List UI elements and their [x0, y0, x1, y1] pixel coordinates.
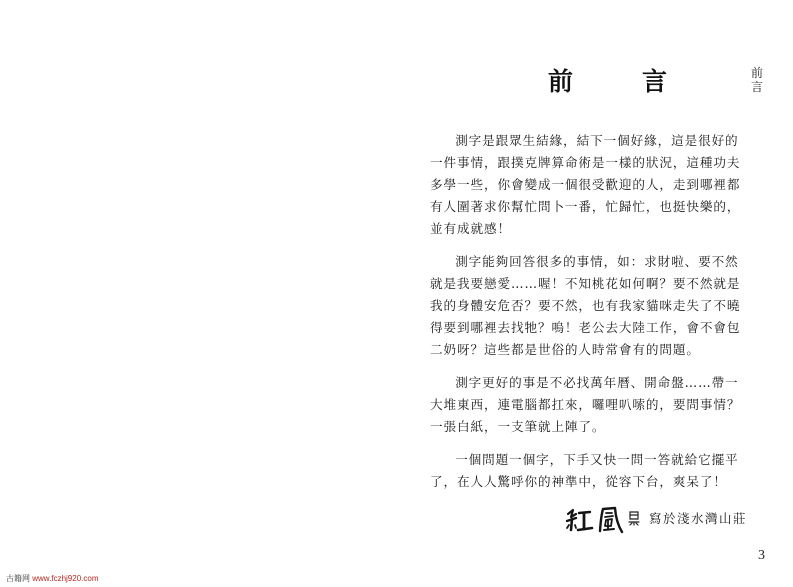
running-head-char: 前 — [750, 66, 763, 80]
site-name: 古籍网 — [6, 574, 30, 583]
paragraph: 測字更好的事是不必找萬年曆、開命盤……帶一大堆東西，連電腦都扛來，囉哩叭嗦的，要問事情？一張白紙，一支筆就上陣了。 — [430, 375, 741, 434]
signature-place: 寫於淺水灣山莊 — [649, 511, 748, 526]
footer-watermark — [6, 573, 98, 584]
page-title: 前 言 — [548, 67, 690, 96]
seal-stamp — [627, 510, 641, 528]
paragraph: 測字是跟眾生結緣，結下一個好緣，這是很好的一件事情，跟撲克牌算命術是一樣的狀況，這種功夫多學一些，你會變成一個很受歡迎的人，走到哪裡都有人圍著求你幫忙問卜一番，忙歸忙，也挺快樂的，並有成就感！ — [430, 133, 741, 236]
paragraph: 測字能夠回答很多的事情，如：求財啦、要不然就是我要戀愛……喔！不知桃花如何啊？要不然就是我的身體安危否？要不然，也有我家貓咪走失了不曉得要到哪裡去找牠？嗚！老公去大陸工作，會不會包二奶呀？這些都是世俗的人時常會有的問題。 — [430, 254, 741, 357]
signature-block — [563, 504, 753, 538]
site-url[interactable]: www.fczhj920.com — [32, 574, 99, 583]
preface-body — [430, 130, 750, 504]
page-number: 3 — [758, 548, 765, 563]
running-head-char: 言 — [750, 80, 763, 94]
running-head — [750, 66, 764, 94]
handwritten-signature — [563, 504, 625, 538]
paragraph: 一個問題一個字，下手又快一問一答就給它擺平了，在人人驚呼你的神準中，從容下台，爽呆了！ — [430, 452, 739, 489]
